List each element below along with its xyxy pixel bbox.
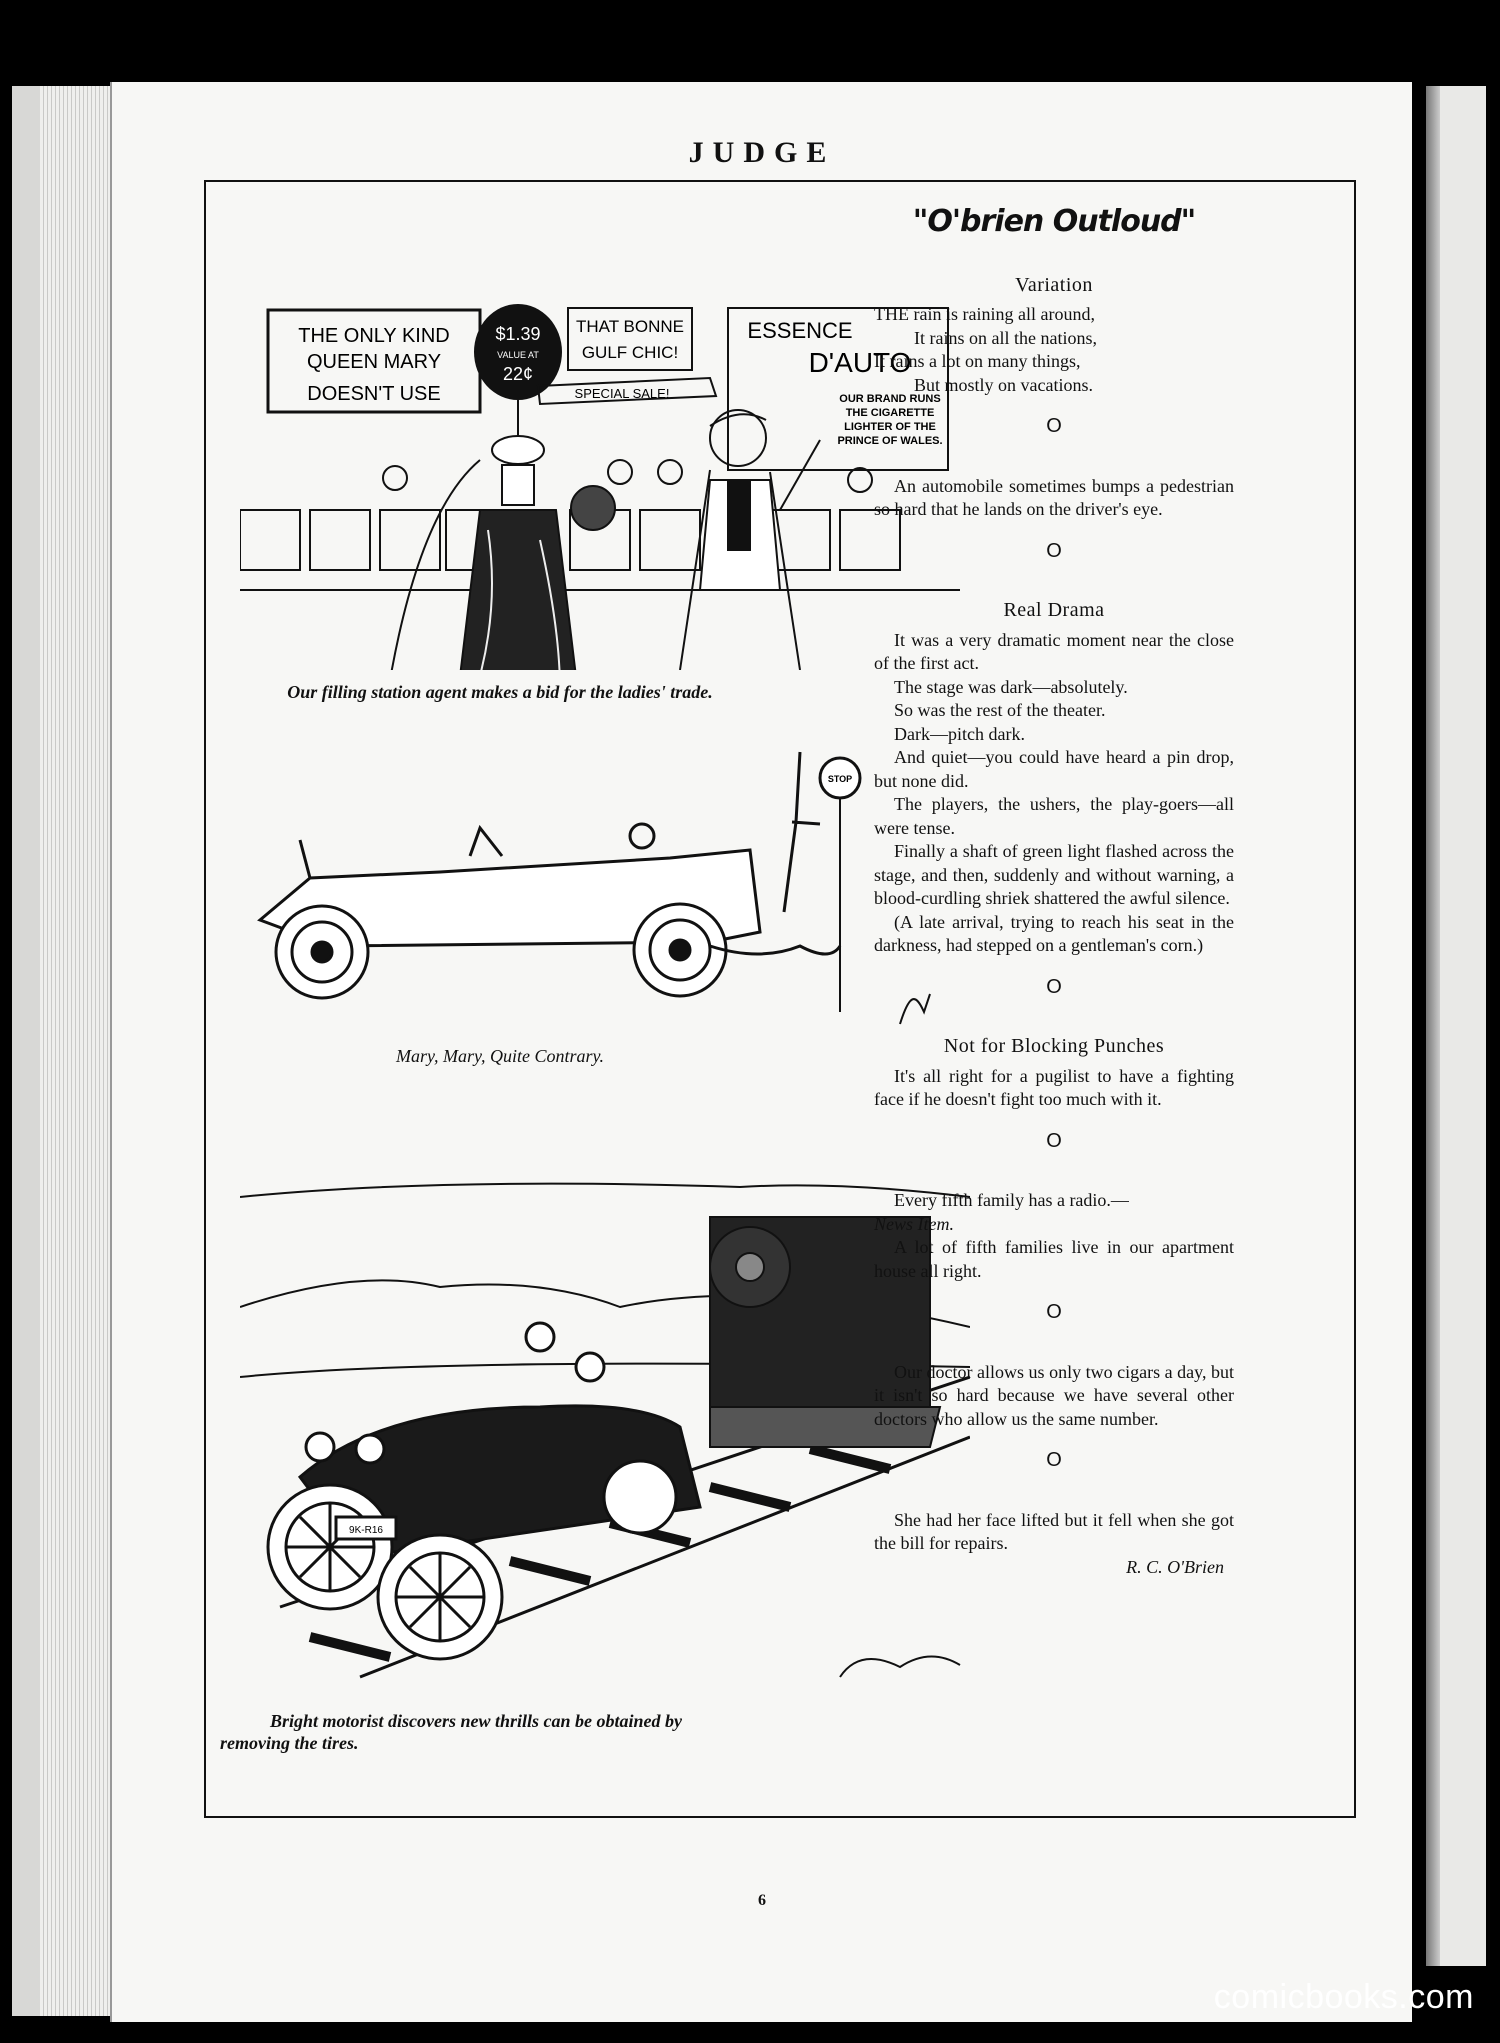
artist-signature-2: [840, 1656, 960, 1677]
caption-line-2: removing the tires.: [220, 1733, 359, 1753]
site-watermark: comicbooks.com: [1213, 1978, 1474, 2016]
separator: O: [1046, 1449, 1062, 1471]
joke-automobile: An automobile sometimes bumps a pedestrian so hard that he lands on the driver's eye.: [874, 475, 1234, 519]
quote-source: News Item.: [874, 1213, 954, 1234]
svg-text:SPECIAL SALE!: SPECIAL SALE!: [574, 386, 670, 401]
humor-column: [874, 204, 1234, 1579]
caption-line-1: Bright motorist discovers new thrills can be obtained by: [270, 1711, 683, 1731]
caption-filling-station: Our filling station agent makes a bid for the ladies' trade.: [287, 682, 713, 702]
cartoon-filling-station: [240, 210, 960, 670]
sign-left-line1: THE ONLY KIND: [298, 325, 450, 347]
column-title: "O'brien Outloud": [912, 204, 1196, 239]
joke-face-lift: She had her face lifted but it fell when she got the bill for repairs.: [874, 1509, 1234, 1553]
separator: O: [1046, 539, 1062, 562]
svg-text:GULF CHIC!: GULF CHIC!: [581, 343, 679, 362]
sign-left-line3: DOESN'T USE: [307, 383, 441, 405]
separator: O: [1046, 1301, 1062, 1323]
license-plate: 9K-R16: [349, 1525, 383, 1536]
joke-radio: A lot of fifth families live in our apartment house all right.: [874, 1237, 1234, 1281]
caption-touring-car: Mary, Mary, Quite Contrary.: [396, 1046, 604, 1066]
joke-cigars: Our doctor allows us only two cigars a day, but it isn't so hard because we have several other doctors who allow us the same number.: [874, 1361, 1234, 1429]
page-edges: [40, 86, 120, 2016]
svg-text:THE CIGARETTE: THE CIGARETTE: [845, 407, 935, 419]
poem-line: It rains a lot on many things,: [874, 351, 1081, 371]
paragraph: And quiet—you could have heard a pin drop, but none did.: [874, 747, 1234, 791]
magazine-page: [110, 82, 1412, 2022]
facing-page-edge: [1426, 86, 1486, 1966]
item-heading-blocking-punches: Not for Blocking Punches: [943, 1035, 1165, 1057]
sign-left-line2: QUEEN MARY: [306, 351, 442, 373]
paragraph: It was a very dramatic moment near the close of the first act.: [874, 629, 1234, 673]
paragraph: Dark—pitch dark.: [894, 723, 1025, 744]
svg-text:$1.39: $1.39: [495, 324, 541, 344]
svg-text:ESSENCE: ESSENCE: [747, 318, 853, 343]
joke-pugilist: It's all right for a pugilist to have a fighting face if he doesn't fight too much with it.: [874, 1065, 1234, 1109]
svg-text:PRINCE OF WALES.: PRINCE OF WALES.: [837, 435, 943, 447]
masthead: JUDGE: [688, 136, 836, 169]
paragraph: The stage was dark—absolutely.: [894, 676, 1128, 697]
quote-radio: Every fifth family has a radio.—: [894, 1190, 1129, 1210]
item-heading-variation: Variation: [1015, 273, 1093, 296]
separator: O: [1046, 415, 1062, 437]
paragraph: The players, the ushers, the play-goers—all were tense.: [874, 794, 1234, 838]
author-signature: R. C. O'Brien: [1126, 1556, 1224, 1577]
svg-text:LIGHTER OF THE: LIGHTER OF THE: [844, 421, 936, 433]
svg-text:OUR BRAND RUNS: OUR BRAND RUNS: [839, 393, 941, 405]
poem-line: It rains on all the nations,: [914, 327, 1097, 348]
stop-sign-text: STOP: [827, 774, 853, 784]
poem-variation: [874, 303, 1234, 397]
separator: O: [1046, 975, 1062, 998]
svg-text:VALUE AT: VALUE AT: [497, 350, 539, 360]
paragraph: So was the rest of the theater.: [894, 700, 1106, 720]
svg-text:D'AUTO: D'AUTO: [808, 347, 912, 378]
page-number: 6: [758, 1892, 766, 1909]
poem-line: But mostly on vacations.: [914, 374, 1093, 395]
cartoon-touring-car: [240, 732, 960, 1032]
poem-line: THE rain is raining all around,: [874, 304, 1095, 324]
paragraph: (A late arrival, trying to reach his seat in the darkness, had stepped on a gentleman's corn.): [874, 911, 1234, 955]
separator: O: [1046, 1129, 1062, 1152]
cartoon-car-on-tracks: [240, 1177, 970, 1697]
paragraph: Finally a shaft of green light flashed across the stage, and then, suddenly and without warning, a blood-curdling shriek shattered the awful silence.: [874, 841, 1234, 908]
svg-text:THAT BONNE: THAT BONNE: [576, 317, 684, 336]
item-heading-real-drama: Real Drama: [1003, 599, 1105, 621]
svg-text:22¢: 22¢: [502, 364, 534, 384]
caption-car-on-tracks: [220, 1710, 820, 1754]
